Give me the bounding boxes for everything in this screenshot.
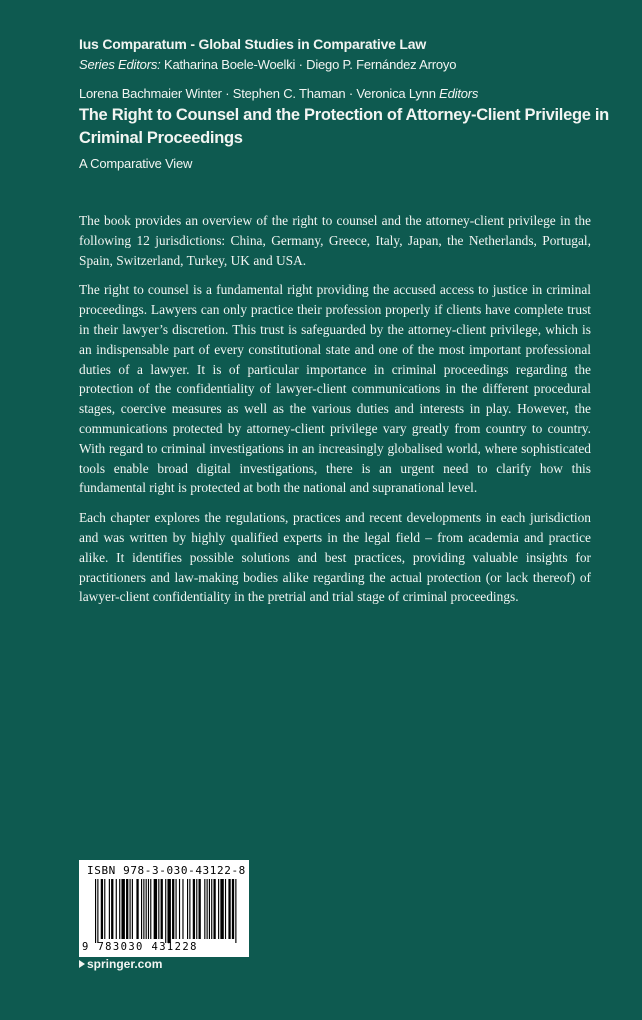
series-editors-line (79, 57, 456, 72)
barcode-bar (209, 879, 210, 939)
book-editors-line (79, 86, 478, 101)
barcode-bar (141, 879, 142, 939)
series-editors-names: Katharina Boele-Woelki · Diego P. Fernández Arroyo (163, 57, 457, 72)
barcode-bars (93, 879, 243, 943)
barcode-bar (136, 879, 138, 939)
barcode-bar (196, 879, 197, 939)
barcode-bar (158, 879, 159, 939)
isbn-label: ISBN 978-3-030-43122-8 (87, 864, 246, 877)
barcode-bar (95, 879, 96, 943)
series-name: Ius Comparatum - Global Studies in Comparative Law (79, 36, 427, 52)
book-subtitle: A Comparative View (79, 156, 193, 171)
book-title: The Right to Counsel and the Protection of Attorney-Client Privilege in Criminal Proceedings (79, 106, 609, 147)
barcode-bar (101, 879, 103, 939)
barcode-bar (220, 879, 223, 939)
barcode-bar (119, 879, 120, 939)
barcode-bar (154, 879, 157, 939)
barcode-bar (211, 879, 212, 939)
barcode-bar (204, 879, 205, 939)
barcode-bar (150, 879, 151, 939)
barcode-bar (193, 879, 195, 939)
barcode-bar (126, 879, 128, 939)
book-editors-names: Lorena Bachmaier Winter · Stephen C. Thaman · Veronica Lynn (79, 86, 436, 101)
barcode-bar (232, 879, 234, 939)
isbn-barcode (79, 860, 249, 957)
publisher-link[interactable] (79, 957, 162, 971)
barcode-bar (148, 879, 149, 939)
barcode-bar (132, 879, 133, 939)
barcode-bar (235, 879, 236, 943)
barcode-bar (130, 879, 131, 939)
barcode-bar (121, 879, 124, 939)
barcode-bar (97, 879, 98, 943)
barcode-bar (167, 879, 170, 943)
blurb-paragraph: Each chapter explores the regulations, practices and recent developments in each jurisdiction and was written by highly qualified experts in the legal field – from academia and practice alike. It identifies possible solutions and best practices, providing valuable insights for practitioners and law-making bodies alike regarding the actual protection (or lack thereof) of lawyer-client confidentiality in the pretrial and trial stage of criminal proceedings. (79, 510, 591, 605)
barcode-bar (225, 879, 226, 939)
barcode-bar (165, 879, 166, 943)
barcode-bar (189, 879, 190, 939)
book-editors-label: Editors (439, 86, 479, 101)
barcode-bar (146, 879, 147, 939)
barcode-bar (104, 879, 105, 939)
series-editors-label: Series Editors: (79, 57, 161, 72)
barcode-bar (179, 879, 180, 939)
blurb-paragraph: The book provides an overview of the right to counsel and the attorney-client privilege in the following 12 jurisdictions: China, Germany, Greece, Italy, Japan, the Netherlands, Portugal, Spain, Switzerland, Turkey, UK and USA. (79, 213, 591, 268)
triangle-right-icon (79, 960, 85, 968)
barcode-bar (176, 879, 177, 939)
barcode-bar (187, 879, 188, 939)
barcode-bar (207, 879, 208, 939)
barcode-bar (161, 879, 163, 939)
barcode-bar (172, 879, 174, 939)
barcode-bar (116, 879, 117, 939)
barcode-bar (109, 879, 110, 939)
blurb-paragraph: The right to counsel is a fundamental right providing the accused access to justice in criminal proceedings. Lawyers can only practice their profession properly if clients have complete trust in their lawyer’s discretion. This trust is safeguarded by the attorney-client privilege, which is an indispensable part of every constitutional state and one of the most important professional duties of a lawyer. It is of particular importance in criminal proceedings regarding the protection of the confidentiality of lawyer-client communications in the different procedural stages, coercive measures as well as the various duties and interests in play. However, the communications protected by attorney-client privilege vary greatly from country to country. With regard to criminal investigations in an increasingly globalised world, where sophisticated tools enable broad digital investigations, there is an urgent need to clarify how this fundamental right is protected at both the national and supranational level. (79, 282, 591, 496)
ean-digits: 9 783030 431228 (82, 941, 198, 953)
barcode-bar (228, 879, 230, 939)
barcode-bar (111, 879, 113, 939)
barcode-bar (199, 879, 201, 939)
barcode-bar (143, 879, 144, 939)
barcode-bar (182, 879, 183, 939)
barcode-bar (218, 879, 219, 939)
publisher-url-text: springer.com (87, 957, 163, 971)
blurb-text (79, 211, 591, 617)
barcode-bar (213, 879, 215, 939)
